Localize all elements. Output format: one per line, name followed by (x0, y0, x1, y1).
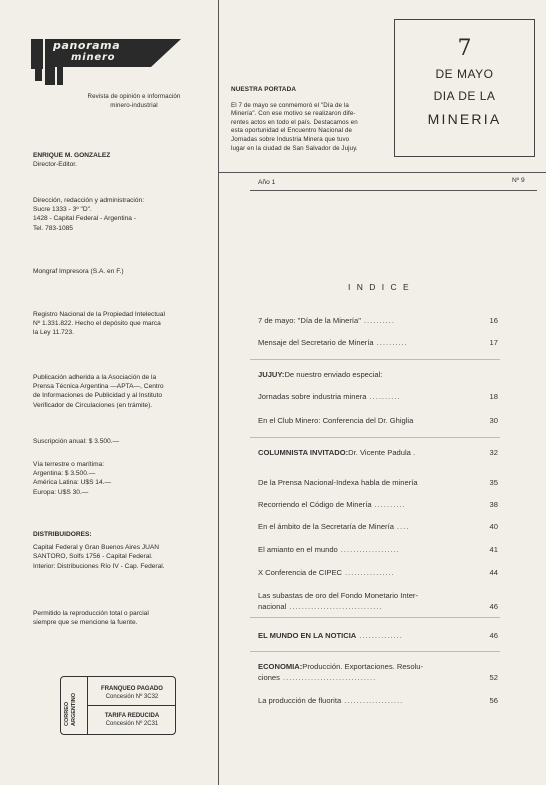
toc-title: Recorriendo el Código de Minería (258, 500, 372, 509)
toc-leader: .... (396, 522, 410, 531)
distribuidores-block: DISTRIBUIDORES: Capital Federal y Gran Buenos Aires JUAN SANTORO, Solfs 1756 - Capital Federal. Interior: Distribuciones Río IV - Cap. Federal. (33, 531, 165, 570)
toc-title: De la Prensa Nacional-Indexa habla de minería (258, 478, 418, 487)
toc-entry (258, 545, 498, 556)
toc-page: 38 (489, 500, 498, 509)
toc-leader: .............................. (282, 672, 377, 682)
toc-page: 35 (489, 478, 498, 487)
suscripcion-tarifas: Vía terrestre o marítima: Argentina: $ 3.500.— América Latina: U$S 14.— Europa: U$S 30.— (33, 461, 112, 496)
toc-title-continued: ciones (258, 672, 280, 682)
toc-title: El amianto en el mundo (258, 545, 338, 554)
portada-block: NUESTRA PORTADA El 7 de mayo se conmemoró el "Día de la Minería". Con ese motivo se realizaron dife- rentes actos en todo el país. Destacamos en esta oportunidad el Encuentro Nacional de Jornadas sobre Industria Minera que tuvo lugar en la ciudad de San Salvador de Jujuy. (231, 86, 391, 153)
toc-title-continued: nacional (258, 601, 287, 611)
indice-heading: I N D I C E (348, 282, 411, 292)
publicacion-block: Publicación adherida a la Asociación de la Prensa Técnica Argentina —APTA—, Centro de Informaciones de Publicidad y al Instituto Verificador de Circulaciones (en trámite). (33, 374, 164, 409)
toc-title: ECONOMIA: (258, 662, 303, 671)
issue-rule-top (218, 172, 546, 173)
toc-page: 44 (489, 568, 498, 577)
toc-entry (258, 392, 498, 403)
toc-page: 32 (489, 448, 498, 457)
director-block (33, 151, 110, 169)
toc-page: 56 (489, 696, 498, 705)
cover-line2: DIA DE LA (433, 89, 496, 103)
reproduction-notice: Permitido la reproducción total o parcial siempre que se mencione la fuente. (33, 610, 149, 627)
toc-entry (258, 631, 498, 642)
toc-page: 41 (489, 545, 498, 554)
cover-day: 7 (457, 36, 472, 61)
toc-entry (258, 500, 498, 511)
toc-title: Las subastas de oro del Fondo Monetario Inter- (258, 591, 418, 600)
toc-page: 46 (489, 631, 498, 640)
column-divider (218, 0, 219, 785)
toc-entry (258, 416, 498, 427)
toc-leader: ................... (344, 696, 404, 705)
director-name: ENRIQUE M. GONZALEZ (33, 152, 111, 159)
toc-leader: .............................. (289, 601, 383, 611)
toc-entry (258, 448, 498, 459)
cover-line3: MINERIA (427, 111, 502, 127)
suscripcion-anual: Suscripción anual: $ 3.500.— (33, 438, 120, 445)
toc-page: 30 (489, 416, 498, 425)
stamp-concesion-1: Concesión Nº 3C32 (105, 694, 159, 700)
director-role: Director-Editor. (33, 161, 77, 169)
issue-year: Año 1 (258, 179, 276, 186)
postal-stamp (60, 676, 176, 735)
toc-leader: .......... (369, 392, 401, 401)
toc-page: 52 (489, 672, 498, 682)
toc-entry (258, 696, 498, 707)
toc-entry (258, 522, 498, 533)
masthead-subtitle: Revista de opinión e información minero-industrial (87, 93, 181, 109)
toc-page: 46 (489, 601, 498, 611)
toc-title: En el Club Minero: Conferencia del Dr. Ghiglia (258, 416, 414, 425)
toc-entry (258, 338, 498, 349)
stamp-franqueo: FRANQUEO PAGADO (101, 686, 163, 692)
toc-page: 17 (489, 338, 498, 347)
toc-page: 18 (489, 392, 498, 401)
toc-title: En el ámbito de la Secretaría de Minería (258, 522, 394, 531)
stamp-concesion-2: Concesión Nº 2C31 (105, 721, 159, 727)
address-block: Dirección, redacción y administración: Sucre 1333 - 3º "D". 1428 - Capital Federal - Argentina - Tel. 783-1085 (33, 197, 145, 232)
toc-title: Jornadas sobre industria minera (258, 392, 367, 401)
toc-divider (250, 359, 500, 360)
portada-heading: NUESTRA PORTADA (231, 86, 297, 93)
toc-divider (250, 651, 500, 652)
logo-word-panorama: panorama (53, 39, 121, 52)
printer-credit: Mongraf Impresora (S.A. en F.) (33, 268, 124, 275)
toc-page: 16 (489, 316, 498, 325)
issue-number: Nº 9 (512, 177, 525, 184)
stamp-side: CORREO ARGENTINO (61, 677, 88, 734)
toc-divider (250, 617, 500, 618)
toc-entry (258, 591, 498, 612)
toc-subtitle: Producción. Exportaciones. Resolu- (302, 662, 424, 671)
toc-title: X Conferencia de CIPEC (258, 568, 342, 577)
toc-title: COLUMNISTA INVITADO: (258, 448, 349, 457)
distribuidores-heading: DISTRIBUIDORES: (33, 531, 92, 538)
toc-title: 7 de mayo: "Día de la Minería" (258, 316, 361, 325)
toc-leader: ................... (340, 545, 400, 554)
toc-entry (258, 568, 498, 579)
cover-box (394, 19, 535, 157)
toc-title: La producción de fluorita (258, 696, 342, 705)
toc-divider (250, 437, 500, 438)
toc-leader: .............. (359, 631, 403, 640)
toc-page: 40 (489, 522, 498, 531)
toc-title: EL MUNDO EN LA NOTICIA (258, 631, 357, 640)
toc-leader: .......... (374, 500, 406, 509)
toc-leader: .......... (376, 338, 408, 347)
toc-entry (258, 316, 498, 327)
toc-subtitle: Dr. Vicente Padula . (348, 448, 416, 457)
toc-leader: .......... (363, 316, 396, 325)
logo-word-minero: minero (71, 52, 116, 63)
toc-title: Mensaje del Secretario de Minería (258, 338, 374, 347)
registro-block: Registro Nacional de la Propiedad Intelectual Nº 1.331.822. Hecho el depósito que marca la Ley 11.723. (33, 311, 165, 337)
toc-leader: ................ (345, 568, 395, 577)
toc-entry (258, 370, 498, 381)
toc-title: JUJUY: (258, 370, 285, 379)
stamp-tarifa: TARIFA REDUCIDA (104, 713, 160, 719)
toc-entry (258, 662, 498, 683)
masthead-logo (31, 33, 181, 88)
cover-line1: DE MAYO (435, 67, 494, 81)
issue-rule-bottom (250, 190, 537, 191)
toc-subtitle: De nuestro enviado especial: (284, 370, 383, 379)
toc-entry (258, 478, 498, 489)
